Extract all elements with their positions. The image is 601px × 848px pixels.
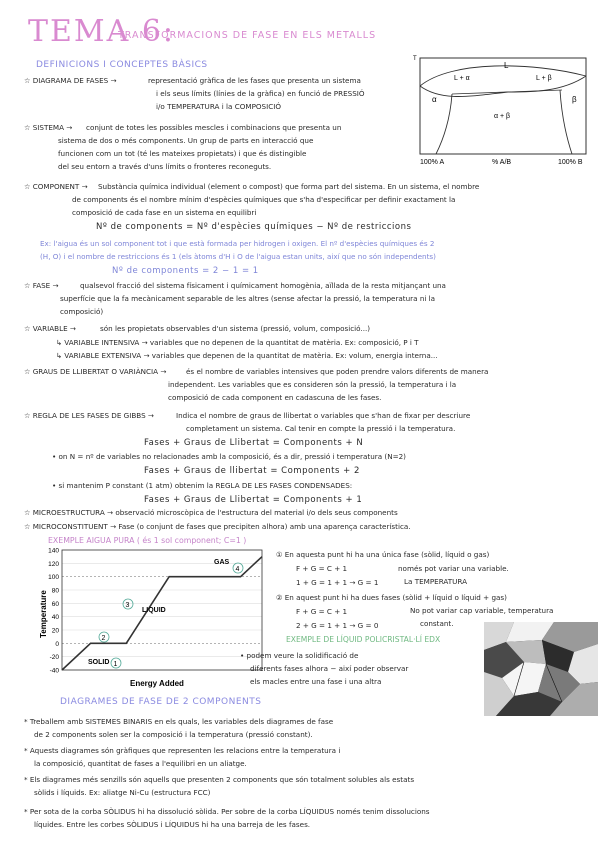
def-sistema-line1: conjunt de totes les possibles mescles i combinacions que presenta un [86, 123, 342, 132]
polycrystal-micrograph [484, 622, 598, 716]
point2-eq2: 2 + G = 1 + 1 → G = 0 [296, 621, 379, 630]
eutectic-line [452, 90, 562, 94]
y-tick-label: 60 [51, 600, 59, 608]
binary-bullet3-line1: * Els diagrames més senzills són aquells que presenten 2 components que són totalment solubles als estats [24, 775, 415, 784]
def-diagrama-line2: i els seus límits (línies de la gràfica) en funció de PRESSIÓ [156, 89, 365, 98]
point1-eq1: F + G = C + 1 [296, 564, 348, 573]
binary-phase-diagram [412, 52, 594, 170]
def-diagrama-line1: representació gràfica de les fases que presenta un sistema [148, 76, 361, 85]
component-example-formula: Nº de components = 2 − 1 = 1 [112, 266, 259, 276]
label-beta: β [572, 95, 577, 104]
y-tick-label: 0 [55, 640, 59, 648]
point2-note1: No pot variar cap variable, temperatura [410, 606, 554, 615]
def-sistema-line4: del seu entorn a través d'uns límits o fronteres reconeguts. [58, 162, 272, 171]
polycrystal-line2: diferents fases alhora − així poder observar [250, 664, 409, 673]
def-variable-label: ☆ VARIABLE → [24, 324, 76, 333]
chart-yticks [48, 548, 59, 675]
binary-bullet1-line1: * Treballem amb SISTEMES BINARIS en els quals, les variables dels diagrames de fase [24, 717, 334, 726]
label-L: L [504, 61, 509, 70]
def-component-line2: de components és el nombre mínim d'espècies químiques que s'ha d'especificar per definir exactament la [72, 195, 456, 204]
def-microconstituent: ☆ MICROCONSTITUENT → Fase (o conjunt de fases que precipiten alhora) amb una aparença característica. [24, 522, 411, 531]
polycrystal-line1: • podem veure la solidificació de [240, 651, 359, 660]
def-graus-label: ☆ GRAUS DE LLIBERTAT O VARIÀNCIA → [24, 367, 167, 376]
binary-bullet2-line2: la composició, quantitat de fases a l'equilibri en un aliatge. [34, 759, 247, 768]
def-sistema-line2: sistema de dos o més components. Un grup de parts en interacció que [58, 136, 314, 145]
def-sistema-label: ☆ SISTEMA → [24, 123, 73, 132]
point2-eq1: F + G = C + 1 [296, 607, 348, 616]
label-alpha-beta: α + β [494, 113, 511, 120]
point1-text: ① En aquesta punt hi ha una única fase (sòlid, líquid o gas) [276, 550, 490, 559]
regla-formula1: Fases + Graus de Llibertat = Components + N [144, 438, 364, 448]
solidus-curve [420, 76, 586, 97]
variable-intensiva: ↳ VARIABLE INTENSIVA → variables que no depenen de la quantitat de matèria. Ex: composició, P i T [56, 338, 419, 347]
point2-text: ② En aquest punt hi ha dues fases (sòlid + líquid o líquid + gas) [276, 593, 507, 602]
binary-bullet1-line2: de 2 components solen ser la composició i la temperatura (pressió constant). [34, 730, 313, 739]
marker-3 [123, 599, 133, 609]
region-label-gas: GAS [214, 559, 230, 566]
regla-formula3: Fases + Graus de Llibertat = Components + 1 [144, 495, 363, 505]
y-tick-label: 80 [51, 587, 59, 595]
water-heating-chart [26, 544, 270, 690]
def-microestructura: ☆ MICROESTRUCTURA → observació microscòpica de l'estructura del material i/o dels seus components [24, 508, 398, 517]
def-fase-line1: qualsevol fracció del sistema físicament i químicament homogènia, aïllada de la resta mitjançant una [80, 281, 446, 290]
component-formula: Nº de components = Nº d'espècies químiques − Nº de restriccions [96, 222, 412, 232]
page-title: TEMA 6: [28, 14, 176, 49]
polycrystal-line3: els macles entre una fase i una altra [250, 677, 382, 686]
xlabel-100B: 100% B [558, 159, 583, 166]
point1-note1: només pot variar una variable. [398, 564, 509, 573]
point2-note2: constant. [420, 619, 454, 628]
def-component-label: ☆ COMPONENT → [24, 182, 88, 191]
def-regla-line1: Indica el nombre de graus de llibertat o variables que s'han de fixar per descriure [176, 411, 471, 420]
def-graus-line1: és el nombre de variables intensives que poden prendre valors diferents de manera [186, 367, 489, 376]
y-tick-label: -40 [49, 667, 59, 675]
y-axis-label: Temperature [39, 590, 48, 638]
regla-p-line: • si mantenim P constant (1 atm) obtenim la REGLA DE LES FASES CONDENSADES: [52, 481, 353, 490]
marker-4-text: 4 [235, 566, 240, 573]
def-regla-label: ☆ REGLA DE LES FASES DE GIBBS → [24, 411, 154, 420]
y-tick-label: -20 [49, 654, 59, 662]
binary-bullet3-line2: sòlids i líquids. Ex: aliatge Ni-Cu (estructura FCC) [34, 788, 211, 797]
section-heading-binary: DIAGRAMES DE FASE DE 2 COMPONENTS [60, 697, 262, 707]
def-diagrama-line3: i/o TEMPERATURA i la COMPOSICIÓ [156, 102, 282, 111]
def-component-line3: composició de cada fase en un sistema en equilibri [72, 208, 257, 217]
label-L-beta: L + β [536, 75, 552, 82]
marker-1-text: 1 [113, 661, 118, 668]
alpha-solvus [436, 94, 452, 154]
y-tick-label: 120 [48, 560, 59, 568]
binary-bullet2-line1: * Aquests diagrames són gràfiques que representen les relacions entre la temperatura i [24, 746, 341, 755]
polycrystal-title: EXEMPLE DE LÍQUID POLICRISTAL·LÍ EDX [286, 635, 441, 644]
y-tick-label: 40 [51, 614, 59, 622]
binary-bullet4-line2: líquides. Entre les corbes SÒLIDUS i LÍQUIDUS hi ha una barreja de les fases. [34, 820, 311, 829]
xlabel-AB: % A/B [492, 159, 512, 166]
label-T: T [413, 56, 417, 62]
marker-2 [99, 632, 109, 642]
def-fase-line3: composició) [60, 307, 104, 316]
region-label-liquid: LIQUID [142, 607, 166, 614]
marker-4 [233, 563, 243, 573]
point1-note2: La TEMPERATURA [404, 577, 468, 586]
marker-3-text: 3 [125, 602, 130, 609]
xlabel-100A: 100% A [420, 159, 445, 166]
def-graus-line2: independent. Les variables que es consideren són la pressió, la temperatura i la [168, 380, 457, 389]
x-axis-label: Energy Added [130, 679, 184, 688]
liquidus-curve [420, 66, 586, 86]
water-example-title: EXEMPLE AIGUA PURA ( és 1 sol component; C=1 ) [48, 536, 247, 545]
marker-1 [111, 658, 121, 668]
component-example-line1: Ex: l'aigua és un sol component tot i que està formada per hidrogen i oxigen. El nº d'espècies químiques és 2 [40, 239, 435, 248]
def-graus-line3: composició de cada component en cadascuna de les fases. [168, 393, 382, 402]
component-example-line2: (H, O) i el nombre de restriccions és 1 (els àtoms d'H i O de l'aigua estan units, així que no són independents) [40, 252, 436, 261]
label-alpha: α [432, 95, 437, 104]
def-fase-label: ☆ FASE → [24, 281, 59, 290]
def-variable-text: són les propietats observables d'un sistema (pressió, volum, composició...) [100, 324, 371, 333]
region-label-solid: SOLID [88, 659, 110, 666]
y-tick-label: 20 [51, 627, 59, 635]
binary-bullet4-line1: * Per sota de la corba SÒLIDUS hi ha dissolució sòlida. Per sobre de la corba LÍQUIDUS només tenim dissolucions [24, 807, 430, 816]
y-tick-label: 140 [48, 547, 59, 555]
label-L-alpha: L + α [454, 75, 470, 82]
def-regla-line2: completament un sistema. Cal tenir en compte la pressió i la temperatura. [186, 424, 456, 433]
regla-formula2: Fases + Graus de llibertat = Components + 2 [144, 466, 360, 476]
marker-2-text: 2 [101, 635, 106, 642]
section-heading-definitions: DEFINICIONS I CONCEPTES BÀSICS [36, 60, 208, 70]
y-tick-label: 100 [48, 574, 59, 582]
def-sistema-line3: funcionen com un tot (té les mateixes propietats) i que és distingible [58, 149, 307, 158]
point1-eq2: 1 + G = 1 + 1 → G = 1 [296, 578, 379, 587]
def-fase-line2: superfície que la fa mecànicament separable de les altres (sense afectar la pressió, la temperatura ni la [60, 294, 436, 303]
def-diagrama-label: ☆ DIAGRAMA DE FASES → [24, 76, 117, 85]
regla-n-line: • on N = nº de variables no relacionades amb la composició, és a dir, pressió i temperatura (N=2) [52, 452, 406, 461]
beta-solvus [560, 90, 572, 154]
variable-extensiva: ↳ VARIABLE EXTENSIVA → variables que depenen de la quantitat de matèria. Ex: volum, energia interna... [56, 351, 438, 360]
page-subtitle: TRANSFORMACIONS DE FASE EN ELS METALLS [118, 30, 377, 41]
def-component-line1: Substància química individual (element o compost) que forma part del sistema. En un sistema, el nombre [98, 182, 480, 191]
